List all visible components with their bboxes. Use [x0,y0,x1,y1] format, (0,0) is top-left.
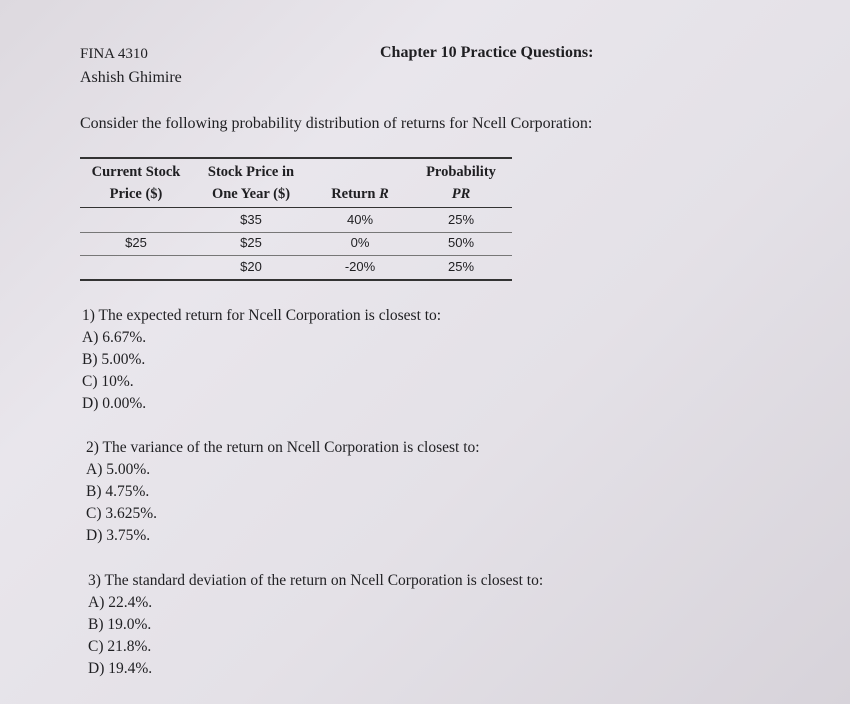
probability-cell: 25% [447,212,475,227]
future-price-cell: $25 [240,235,262,250]
answer-option: A) 6.67%. [82,329,147,346]
answer-option: C) 21.8%. [88,638,152,655]
header-future-price: Stock Price in One Year ($) [207,164,295,202]
header-return: Return R [331,186,389,202]
course-code: FINA 4310 [80,46,148,62]
question-1 [82,305,441,415]
table-top-rule [80,157,512,159]
answer-option: A) 22.4%. [88,594,153,611]
table-bottom-rule [80,279,512,281]
probability-cell: 50% [447,235,475,250]
answer-option: B) 5.00%. [82,351,146,368]
page-title: Chapter 10 Practice Questions: [380,44,594,61]
probability-cell: 25% [447,259,475,274]
future-price-cell: $35 [240,212,262,227]
answer-option: B) 4.75%. [86,483,150,500]
question-stem: 1) The expected return for Ncell Corporation is closest to: [82,307,442,324]
return-cell: 0% [350,235,370,250]
question-3 [88,570,543,680]
return-cell: 40% [346,212,374,227]
answer-option: A) 5.00%. [86,461,151,478]
answer-option: C) 10%. [82,373,134,390]
future-price-cell: $20 [240,259,262,274]
current-price-cell: $25 [125,235,147,250]
question-stem: 3) The standard deviation of the return on Ncell Corporation is closest to: [88,572,544,589]
returns-table [80,157,512,281]
table-header-rule [80,207,512,208]
intro-text: Consider the following probability distribution of returns for Ncell Corporation: [80,115,593,132]
answer-option: C) 3.625%. [86,505,158,522]
answer-option: D) 19.4%. [88,660,153,677]
return-cell: -20% [344,259,376,274]
question-2 [86,437,480,547]
question-stem: 2) The variance of the return on Ncell Corporation is closest to: [86,439,480,456]
table-row-divider [80,255,512,256]
student-name: Ashish Ghimire [80,69,182,86]
answer-option: D) 3.75%. [86,527,151,544]
header-current-price: Current Stock Price ($) [91,164,181,202]
answer-option: D) 0.00%. [82,395,147,412]
header-probability: Probability PR [426,164,496,202]
answer-option: B) 19.0%. [88,616,152,633]
